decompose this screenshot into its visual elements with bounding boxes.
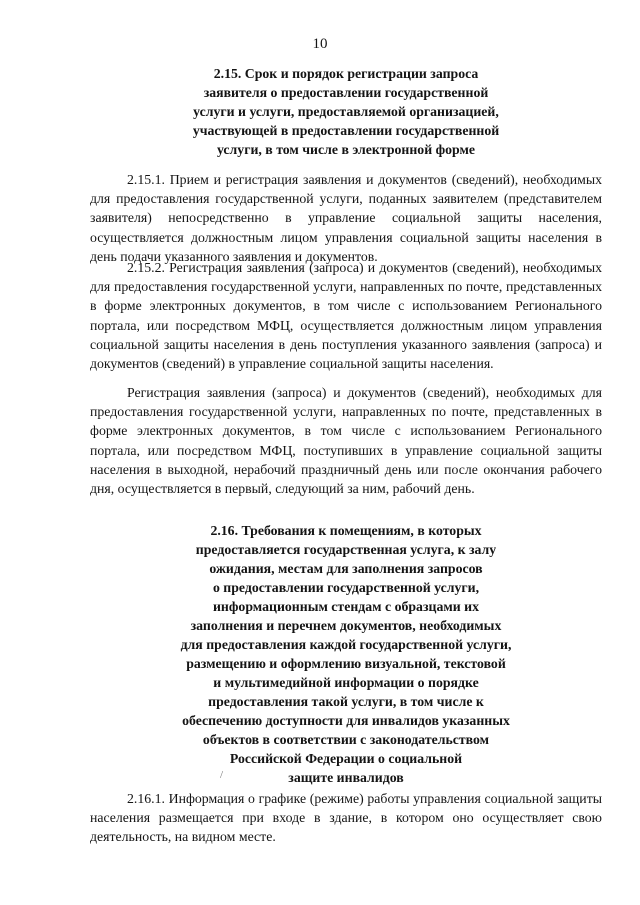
- heading-line: ожидания, местам для заполнения запросов: [209, 561, 483, 576]
- heading-line: для предоставления каждой государственной услуги,: [180, 637, 512, 652]
- heading-line: Российской Федерации о социальной: [229, 751, 463, 766]
- pen-mark: /: [220, 769, 224, 781]
- heading-line: услуги и услуги, предоставляемой организацией,: [193, 104, 499, 119]
- heading-line: защите инвалидов: [288, 770, 404, 785]
- heading-line: предоставляется государственная услуга, к залу: [195, 542, 497, 557]
- paragraph-2-15-1: 2.15.1. Прием и регистрация заявления и документов (сведений), необходимых для предоставления государственной услуги, поданных заявителем (представителем заявителя) непосредственно в управление социальной защиты населения, осуществляется должностным лицом управления социальной защиты населения в день подачи указанного заявления и документов.: [90, 172, 602, 264]
- heading-line: о предоставлении государственной услуги,: [212, 580, 480, 595]
- heading-line: информационным стендам с образцами их: [212, 599, 479, 614]
- paragraph-2-16-1: 2.16.1. Информация о графике (режиме) работы управления социальной защиты населения размещается при входе в здание, в котором оно осуществляет свою деятельность, на видном месте.: [90, 791, 602, 845]
- heading-line: 2.15. Срок и порядок регистрации запроса: [213, 66, 479, 81]
- page-number: 10: [312, 36, 328, 52]
- section-2-15-heading: [90, 64, 602, 159]
- heading-line: обеспечению доступности для инвалидов указанных: [182, 713, 510, 728]
- heading-line: заполнения и перечнем документов, необходимых: [190, 618, 502, 633]
- heading-line: размещению и оформлению визуальной, текстовой: [186, 656, 506, 671]
- heading-line: участвующей в предоставлении государственной: [192, 123, 500, 138]
- paragraph-2-15-2: 2.15.2. Регистрация заявления (запроса) и документов (сведений), необходимых для предоставления государственной услуги, направленных по почте, представленных в форме электронных документов, в том числе с использованием Регионального портала, или посредством МФЦ, осуществляется должностным лицом управления социальной защиты населения в день поступления указанного заявления (запроса) и документов (сведений) в управление социальной защиты населения.: [90, 260, 602, 372]
- heading-line: объектов в соответствии с законодательством: [202, 732, 490, 747]
- paragraph-2-15-2-continued: Регистрация заявления (запроса) и документов (сведений), необходимых для предоставления государственной услуги, направленных по почте, представленных в форме электронных документов, в том числе с использованием Регионального портала, или посредством МФЦ, поступивших в управление социальной защиты населения в выходной, нерабочий праздничный день или после окончания рабочего дня, осуществляется в первый, следующий за ним, рабочий день.: [90, 385, 602, 497]
- heading-line: и мультимедийной информации о порядке: [213, 675, 479, 690]
- heading-line: предоставления такой услуги, в том числе к: [208, 694, 484, 709]
- section-2-16-heading: [90, 521, 602, 787]
- heading-line: заявителя о предоставлении государственной: [203, 85, 489, 100]
- heading-line: 2.16. Требования к помещениям, в которых: [210, 523, 482, 538]
- heading-line: услуги, в том числе в электронной форме: [216, 142, 476, 157]
